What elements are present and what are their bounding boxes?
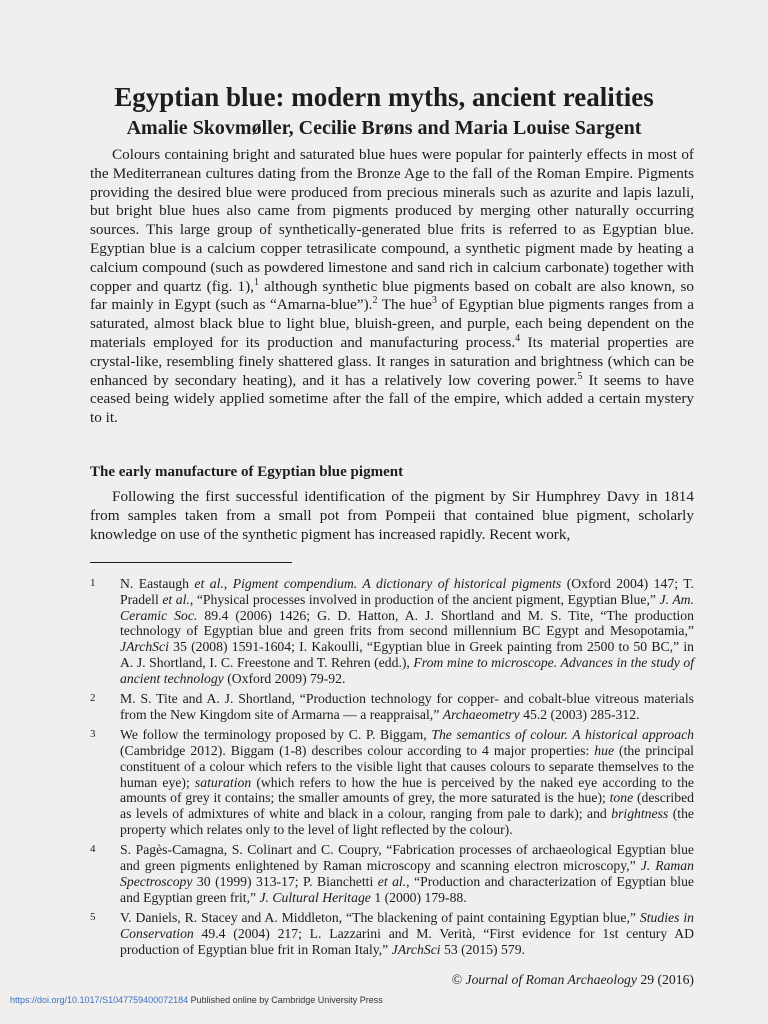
journal-citation — [452, 971, 694, 989]
footnote-number: 1 — [90, 577, 96, 589]
section-paragraph — [90, 488, 694, 544]
article-authors: Amalie Skovmøller, Cecilie Brøns and Maria Louise Sargent — [126, 117, 642, 139]
journal-name: Journal of Roman Archaeology — [465, 972, 637, 987]
section-heading: The early manufacture of Egyptian blue pigment — [90, 464, 404, 480]
footnote — [90, 842, 694, 905]
footnotes — [90, 576, 694, 962]
footnote-text: N. Eastaugh et al., Pigment compendium. A dictionary of historical pigments (Oxford 2004) 147; T. Pradell et al., “Physical processes involved in production of the ancient pigment, Egyptian Blue,” J. Am. Ceramic Soc. 89.4 (2006) 1426; G. D. Hatton, A. J. Shortland and M. S. Tite, “The production technology of Egyptian blue and green frits from second millennium BC Egypt and Mesopotamia,” JArchSci 35 (2008) 1591-1604; I. Kakoulli, “Egyptian blue in Greek painting from 2500 to 50 BC,” in A. J. Shortland, I. C. Freestone and T. Rehren (edd.), From mine to microscope. Advances in the study of ancient technology (Oxford 2009) 79-92. — [120, 576, 694, 686]
copyright-prefix: © — [451, 972, 466, 987]
footnote-text: M. S. Tite and A. J. Shortland, “Production technology for copper- and cobalt-blue vitreous materials from the New Kingdom site of Armarna — a reappraisal,” Archaeometry 45.2 (2003) 285-312. — [120, 691, 694, 722]
footnote-divider — [90, 562, 292, 563]
footnote-marker[interactable]: 1 — [253, 276, 259, 288]
journal-volume: 29 (2016) — [636, 972, 694, 987]
doi-link[interactable]: https://doi.org/10.1017/S1047759400072184 — [10, 995, 189, 1005]
footnote-marker[interactable]: 5 — [577, 370, 583, 382]
footnote-text: We follow the terminology proposed by C. P. Biggam, The semantics of colour. A historical approach (Cambridge 2012). Biggam (1-8) describes colour according to 4 major properties: hue (the principal constituent of a colour which refers to the visible light that causes colours to separate themselves to the human eye); saturation (which refers to how the hue is perceived by the naked eye according to the amounts of grey it contains; the smaller amounts of grey, the more saturated is the hue); tone (described as levels of admixtures of white and black in a colour, ranging from pale to dark); and brightness (the property which relates only to the level of light reflected by the colour). — [120, 727, 694, 837]
footnote-number: 5 — [90, 910, 96, 923]
footnote-number: 4 — [90, 843, 96, 856]
footnote — [90, 727, 694, 838]
footnote-marker[interactable]: 4 — [515, 332, 521, 344]
published-online-note: Published online by Cambridge University Press — [188, 995, 383, 1005]
footnote-marker[interactable]: 3 — [431, 295, 437, 307]
doi-footer — [10, 994, 383, 1006]
footnote — [90, 576, 694, 687]
intro-paragraph-text: Colours containing bright and saturated blue hues were popular for painterly effects in most of the Mediterranean cultures dating from the Bronze Age to the fall of the Roman Empire. Pigments providing the desired blue were produced from precious minerals such as azurite and lapis lazuli, but bright blue hues also came from pigments produced by merging other naturally occurring sources. This large group of synthetically-generated blue frits is referred to as Egyptian blue. Egyptian blue is a calcium copper tetrasilicate compound, a synthetic pigment made by heating a calcium compound (such as powdered limestone and sand rich in calcium carbonate) together with copper and quartz (fig. 1),$^1$ although synthetic blue pigments based on cobalt are also known, so far mainly in Egypt (such as “Amarna-blue”).$^2$ The hue$^3$ of Egyptian blue pigments ranges from a saturated, almost black blue to light blue, bluish-green, and purple, each being dependent on the materials employed for its production and manufacturing process.$^4$ Its material properties are crystal-like, resembling finely shattered glass. It ranges in saturation and brightness (which can be enhanced by secondary heating), and it has a relatively low covering power.$^5$ It seems to have ceased being widely applied sometime after the fall of the empire, which added a certain mystery to it. — [90, 146, 694, 427]
article-title: Egyptian blue: modern myths, ancient realities — [114, 82, 654, 112]
footnote-number: 2 — [90, 692, 96, 705]
footnote-marker[interactable]: 2 — [372, 295, 378, 307]
footnote-text: S. Pagès-Camagna, S. Colinart and C. Coupry, “Fabrication processes of archaeological Egyptian blue and green pigments enlightened by Raman microscopy and scanning electron microscopy,” J. Raman Spectroscopy 30 (1999) 313-17; P. Bianchetti et al., “Production and characterization of Egyptian blue and Egyptian green frit,” J. Cultural Heritage 1 (2000) 179-88. — [120, 842, 694, 905]
footnote-text: V. Daniels, R. Stacey and A. Middleton, “The blackening of paint containing Egyptian blue,” Studies in Conservation 49.4 (2004) 217; L. Lazzarini and M. Verità, “First evidence for 1st century AD production of Egyptian blue frit in Roman Italy,” JArchSci 53 (2015) 579. — [120, 909, 694, 957]
footnote — [90, 910, 694, 957]
intro-paragraph — [90, 146, 694, 428]
section-paragraph-text: Following the first successful identification of the pigment by Sir Humphrey Davy in 1814 from samples taken from a small pot from Pompeii that contained blue pigment, scholarly knowledge on use of the synthetic pigment has increased rapidly. Recent work, — [90, 488, 694, 543]
footnote-number: 3 — [90, 728, 96, 741]
footnote — [90, 691, 694, 723]
